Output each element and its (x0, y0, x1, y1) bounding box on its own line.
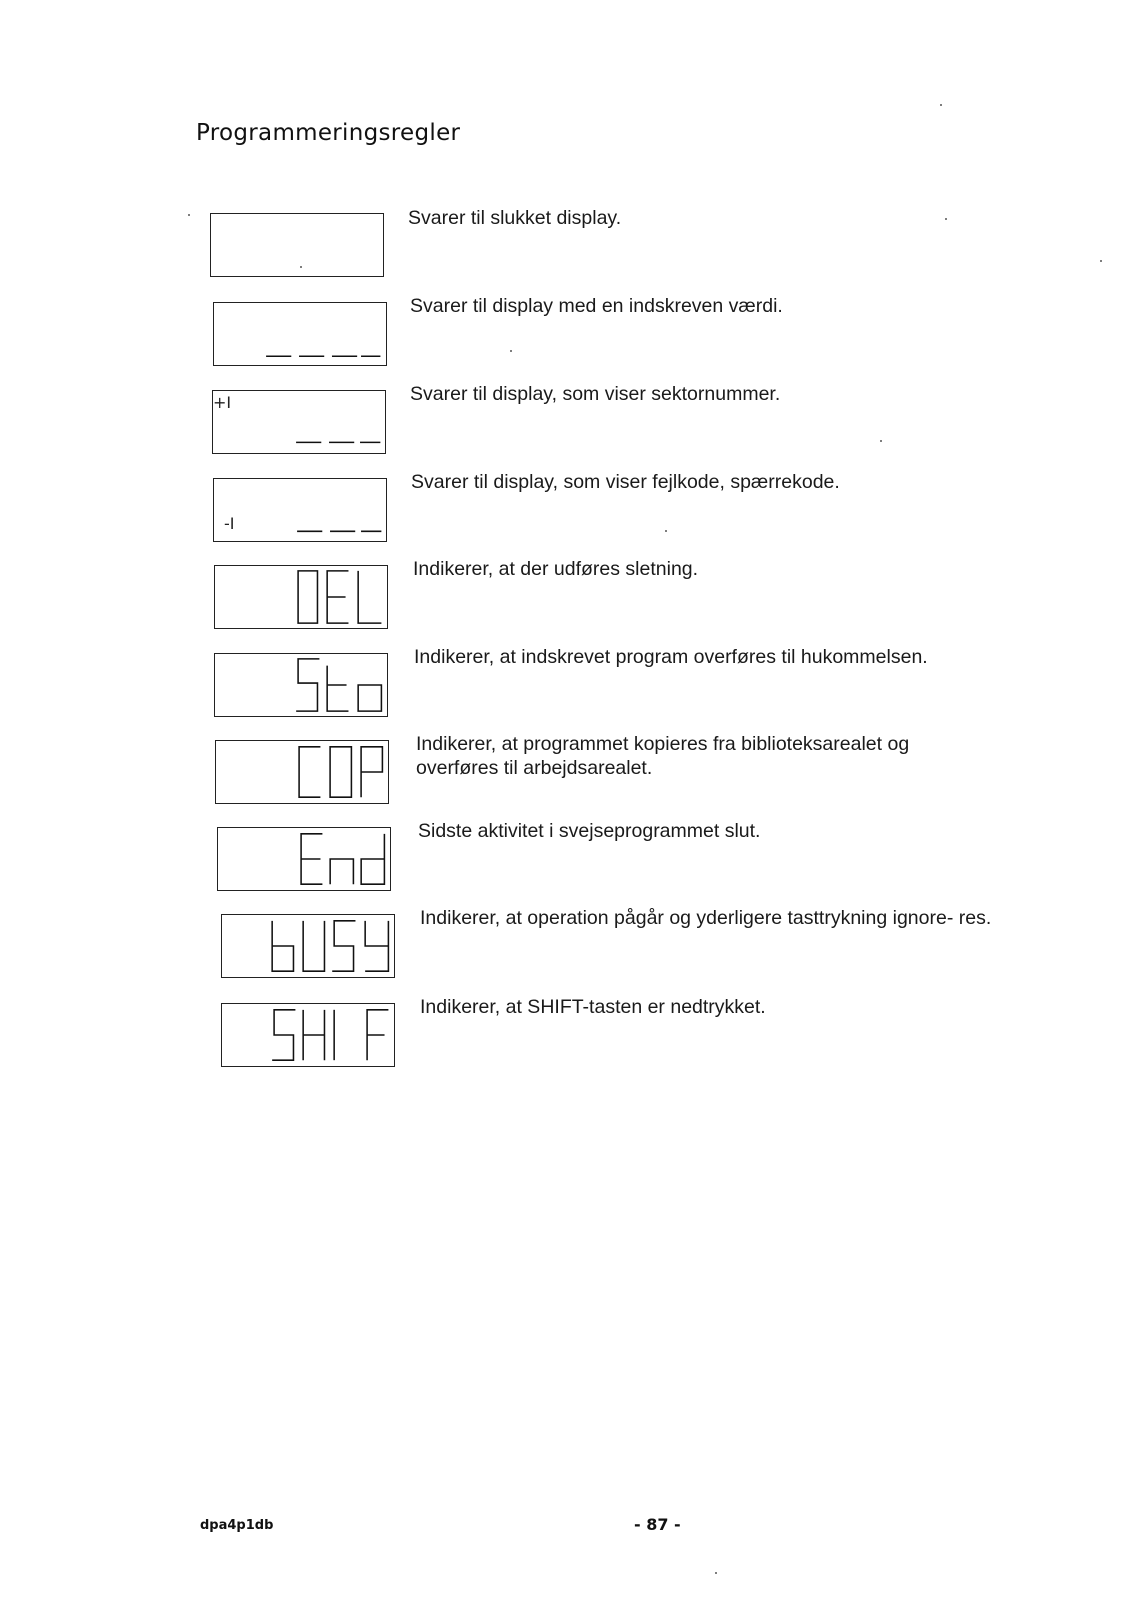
row-description: Indikerer, at indskrevet program overføres til hukommelsen. (414, 646, 928, 668)
scan-speck (880, 440, 882, 442)
scan-speck (715, 1572, 717, 1574)
scan-speck (188, 214, 190, 216)
lcd-display-blank (210, 213, 384, 277)
lcd-display-sto (214, 653, 388, 717)
lcd-display-shif (221, 1003, 395, 1067)
row-description: Svarer til display, som viser sektornummer. (410, 383, 781, 405)
lcd-display-cop (215, 740, 389, 804)
scan-speck (940, 104, 942, 106)
row-description: Svarer til display, som viser fejlkode, spærrekode. (411, 471, 840, 493)
lcd-display-del (214, 565, 388, 629)
lcd-display-value (213, 302, 387, 366)
row-description: Indikerer, at programmet kopieres fra biblioteksarealet og overføres til arbejdsarealet. (416, 733, 910, 779)
scan-speck (1100, 260, 1102, 262)
lcd-display-sector (212, 390, 386, 454)
row-description: Svarer til display med en indskreven værdi. (410, 295, 783, 317)
plus-sign-indicator: +I (213, 393, 232, 412)
scan-speck (665, 530, 667, 532)
page-title: Programmeringsregler (196, 120, 461, 146)
lcd-display-busy (221, 914, 395, 978)
lcd-display-end (217, 827, 391, 891)
row-description: Svarer til slukket display. (408, 207, 622, 229)
lcd-display-error (213, 478, 387, 542)
row-description: Indikerer, at SHIFT-tasten er nedtrykket. (420, 996, 766, 1018)
row-description: Indikerer, at der udføres sletning. (413, 558, 699, 580)
page-number: - 87 - (634, 1515, 681, 1534)
scan-speck (510, 350, 512, 352)
row-description: Sidste aktivitet i svejseprogrammet slut. (418, 820, 761, 842)
minus-sign-indicator: -I (224, 514, 235, 533)
scan-speck (945, 218, 947, 220)
document-id: dpa4p1db (200, 1518, 274, 1533)
scan-speck (300, 266, 302, 268)
row-description: Indikerer, at operation pågår og yderligere tasttrykning ignore- res. (420, 907, 992, 929)
